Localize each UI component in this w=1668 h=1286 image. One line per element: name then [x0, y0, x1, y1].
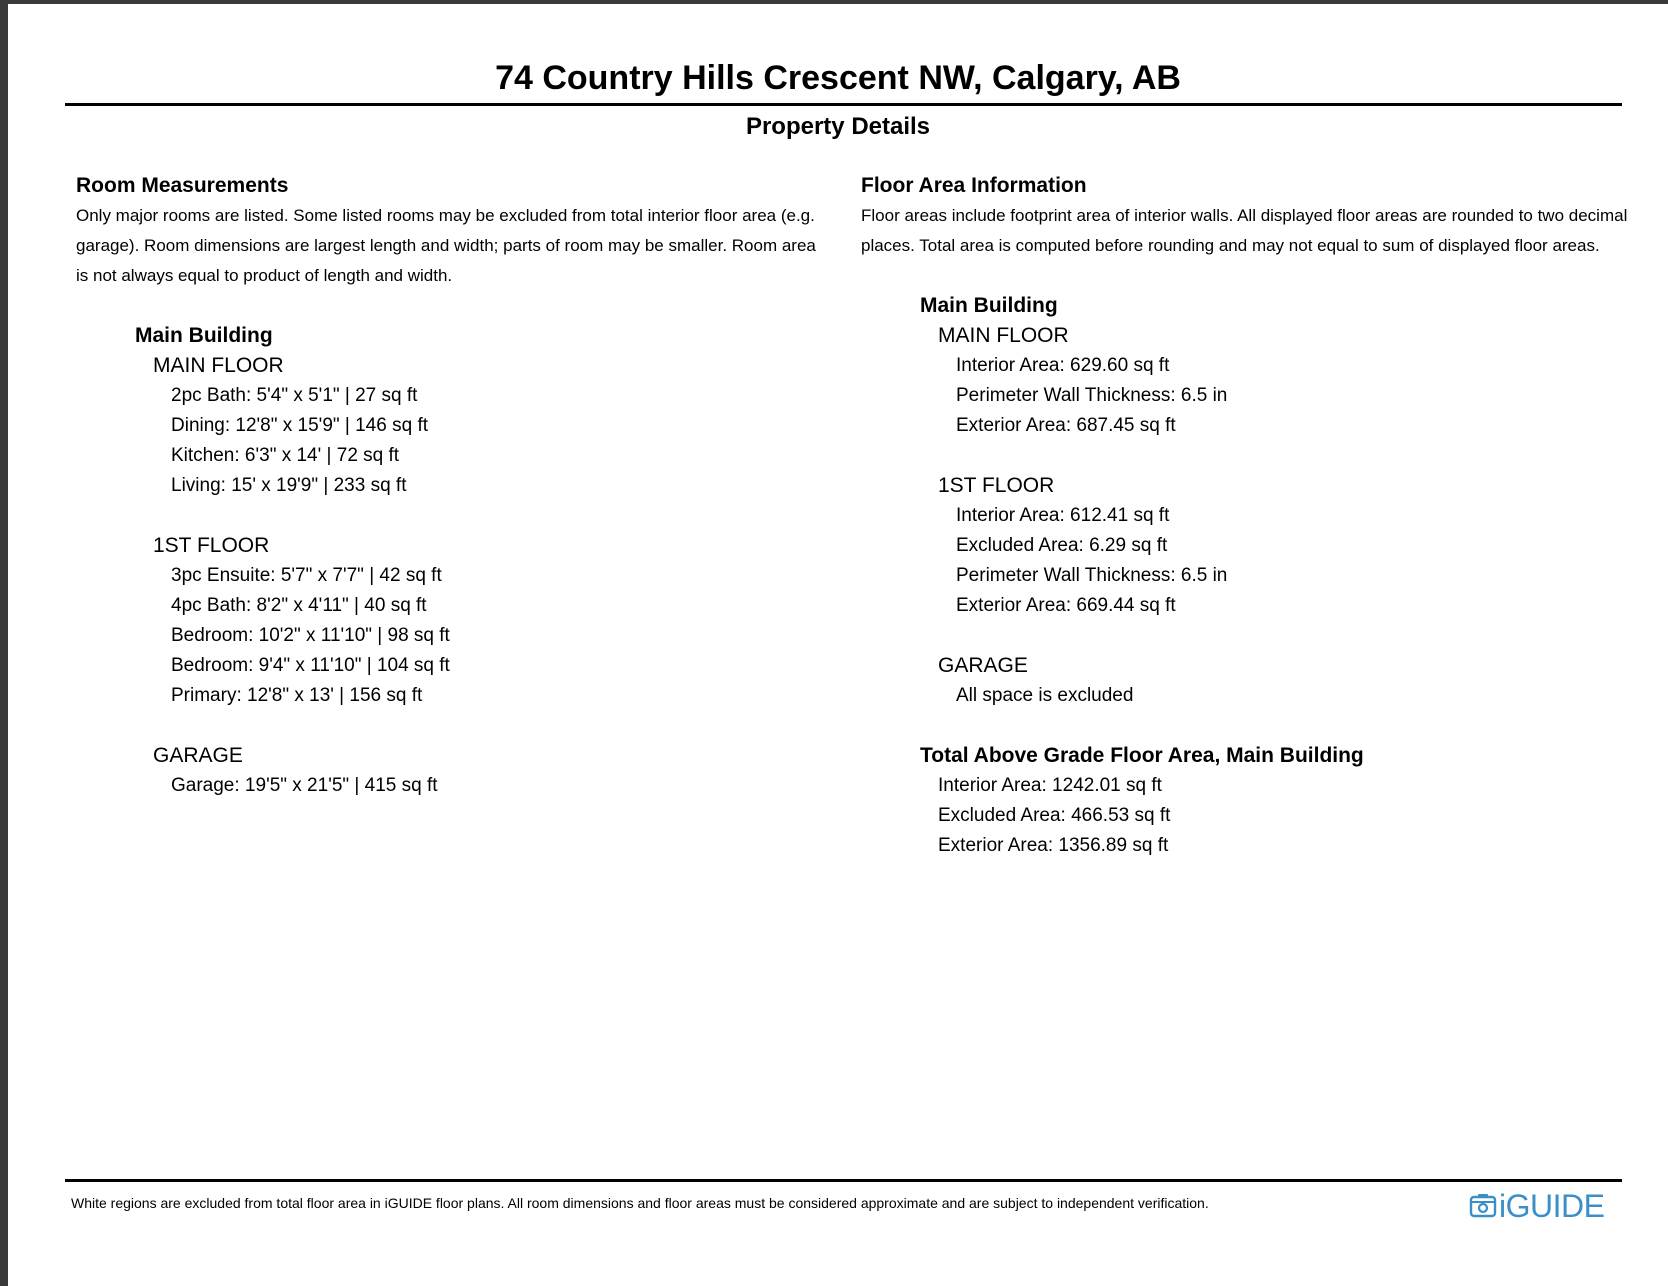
- page-subtitle: Property Details: [745, 113, 931, 140]
- camera-icon: [1469, 1192, 1497, 1220]
- footer-divider: [65, 1179, 1622, 1182]
- area-floor-garage: [938, 651, 1631, 711]
- total-floor-area: [920, 741, 1631, 861]
- floor-name: 1ST FLOOR: [938, 474, 1055, 497]
- area-floor-main: [938, 321, 1631, 441]
- area-item: Interior Area: 612.41 sq ft: [956, 505, 1170, 526]
- room-item: 3pc Ensuite: 5'7" x 7'7" | 42 sq ft: [171, 565, 442, 586]
- room-item: Kitchen: 6'3" x 14' | 72 sq ft: [171, 445, 400, 466]
- iguide-logo: [1469, 1188, 1604, 1224]
- floor-area-section: [861, 172, 1631, 861]
- floor-area-heading: Floor Area Information: [861, 174, 1087, 197]
- area-item: Exterior Area: 669.44 sq ft: [956, 595, 1176, 616]
- area-item: Exterior Area: 687.45 sq ft: [956, 415, 1176, 436]
- area-item: All space is excluded: [956, 685, 1134, 706]
- total-item: Excluded Area: 466.53 sq ft: [938, 805, 1171, 826]
- floor-name: MAIN FLOOR: [938, 324, 1069, 347]
- total-heading: Total Above Grade Floor Area, Main Building: [920, 744, 1364, 767]
- room-measurements-description: Only major rooms are listed. Some listed rooms may be excluded from total interior floor area (e.g. garage). Room dimensions are largest length and width; parts of room may be smaller. Room area is not always equal to product of length and width.: [76, 206, 816, 285]
- floor-name: 1ST FLOOR: [153, 534, 270, 557]
- room-measurements-section: [76, 172, 826, 801]
- room-item: Bedroom: 10'2" x 11'10" | 98 sq ft: [171, 625, 450, 646]
- total-item: Exterior Area: 1356.89 sq ft: [938, 835, 1169, 856]
- floor-area-building: [920, 291, 1631, 861]
- room-measurements-building: [135, 321, 826, 801]
- footer-disclaimer: White regions are excluded from total floor area in iGUIDE floor plans. All room dimensions and floor areas must be considered approximate and are subject to independent verification.: [71, 1195, 1209, 1211]
- room-item: 2pc Bath: 5'4" x 5'1" | 27 sq ft: [171, 385, 418, 406]
- floor-name: MAIN FLOOR: [153, 354, 284, 377]
- room-item: Primary: 12'8" x 13' | 156 sq ft: [171, 685, 423, 706]
- room-item: 4pc Bath: 8'2" x 4'11" | 40 sq ft: [171, 595, 427, 616]
- floor-name: GARAGE: [153, 744, 243, 767]
- area-floor-1st: [938, 471, 1631, 621]
- floor-name: GARAGE: [938, 654, 1028, 677]
- room-item: Living: 15' x 19'9" | 233 sq ft: [171, 475, 407, 496]
- room-item: Garage: 19'5" x 21'5" | 415 sq ft: [171, 775, 438, 796]
- building-name: Main Building: [920, 294, 1058, 317]
- room-measurements-heading: Room Measurements: [76, 174, 289, 197]
- area-item: Perimeter Wall Thickness: 6.5 in: [956, 565, 1228, 586]
- total-item: Interior Area: 1242.01 sq ft: [938, 775, 1162, 796]
- area-item: Excluded Area: 6.29 sq ft: [956, 535, 1168, 556]
- building-name: Main Building: [135, 324, 273, 347]
- page-title: 74 Country Hills Crescent NW, Calgary, AB: [495, 59, 1181, 97]
- title-divider: [65, 103, 1622, 106]
- room-floor-garage: [153, 741, 826, 801]
- document-page: [8, 4, 1668, 1286]
- area-item: Interior Area: 629.60 sq ft: [956, 355, 1170, 376]
- logo-text: iGUIDE: [1499, 1188, 1605, 1224]
- room-item: Dining: 12'8" x 15'9" | 146 sq ft: [171, 415, 429, 436]
- room-item: Bedroom: 9'4" x 11'10" | 104 sq ft: [171, 655, 450, 676]
- floor-area-description: Floor areas include footprint area of interior walls. All displayed floor areas are rounded to two decimal places. Total area is computed before rounding and may not equal to sum of displayed floor areas.: [861, 206, 1628, 255]
- room-floor-1st: [153, 531, 826, 711]
- area-item: Perimeter Wall Thickness: 6.5 in: [956, 385, 1228, 406]
- room-floor-main: [153, 351, 826, 501]
